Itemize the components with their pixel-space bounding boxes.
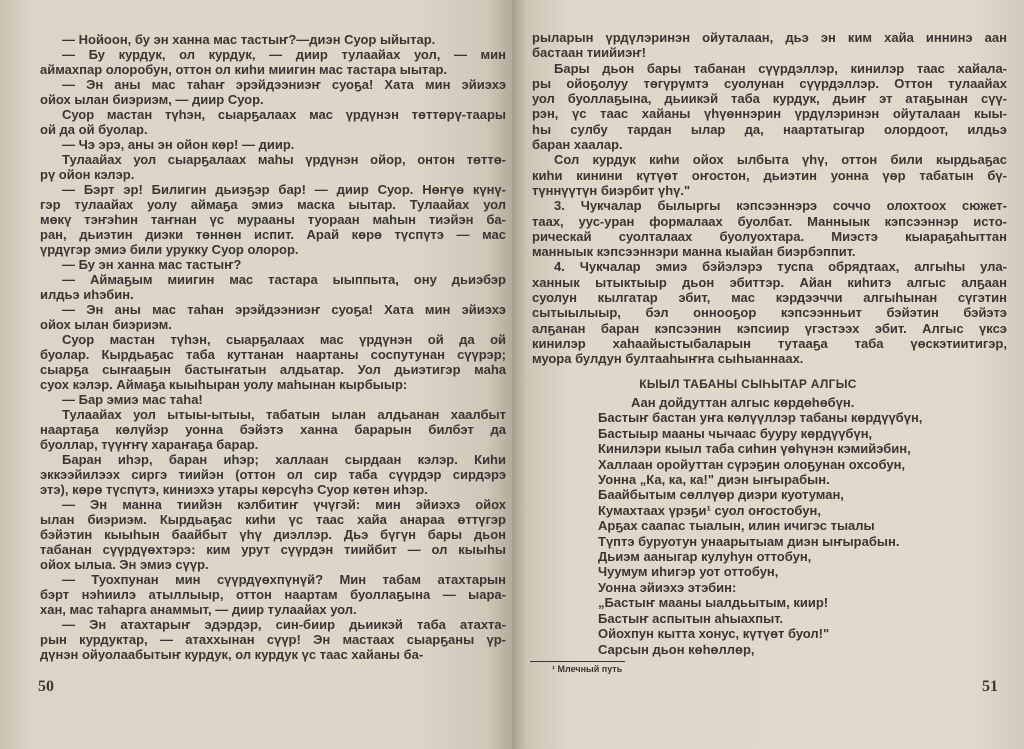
paragraph xyxy=(40,32,506,47)
poem-line: Кумахтаах үрэҕи¹ суол оҥостобун, xyxy=(598,502,821,518)
text-line: — Эн аны мас таһаҥ эрэйдээниэҥ суоҕа! Хата мин эйиэхэ xyxy=(62,77,506,92)
poem-line: Уонна „Ка, ка, ка!" диэн ыҥырабын. xyxy=(598,472,830,488)
paragraph xyxy=(40,182,506,257)
poem-line: Арҕах саапас тыалын, илин ичигэс тыалы xyxy=(598,518,875,534)
text-line: — Бар эмиэ мас таһа! xyxy=(62,392,203,407)
text-line: манныык кэпсээннэри манна кыайан биэрбэппит. xyxy=(532,244,856,260)
poem-line: Түптэ буруотун унаарытыам диэн ыҥырабын. xyxy=(598,533,900,549)
text-line: сыарҕа сыҥааҕын бастыҥатын алдьатар. Уол дьиэтигэр маһа xyxy=(40,362,506,377)
text-line: гэр тулаайах уолу аймаҕа эмиэ маска ыытар. Тулаайах уол xyxy=(40,197,506,212)
paragraph xyxy=(40,272,506,302)
paragraph xyxy=(40,47,506,77)
paragraph xyxy=(40,392,506,407)
text-line: — Бэрт эр! Билигин дьиэҕэр бар! — диир Суор. Нөҥүө күнү- xyxy=(62,182,506,197)
paragraph xyxy=(40,332,506,392)
text-line: этэ), көрө түспүтэ, киниэхэ утары көрсүһэ Суор көтөн иһэр. xyxy=(40,482,428,497)
text-line: буолар. Кырдьаҕас таба куттанан наартаны соспутунан сүүрэр; xyxy=(40,347,506,362)
paragraph xyxy=(40,257,506,272)
text-line: — Бу эн ханна мас тастыҥ? xyxy=(62,257,242,272)
text-line: кинилэр хаһаайыстыбаларын тутааҕа таба үөскэтиитигэр, xyxy=(532,335,1007,351)
page-number-left: 50 xyxy=(38,678,54,695)
text-line: бэрт нэһиилэ атыллыыр, оттон наартам буоллаҕына — ыара- xyxy=(40,587,506,602)
text-line: ойох ылыа. Эн эмиэ сүүр. xyxy=(40,557,209,572)
paragraph xyxy=(40,302,506,332)
footnote-divider xyxy=(530,661,625,662)
text-line: 3. Чукчалар былыргы кэпсээннэрэ соччо олохтоох сюжет- xyxy=(554,198,1007,214)
text-line: наартаҕа көлүйэр уонна бэйэтэ ханна барарын билбэт да xyxy=(40,422,506,437)
poem-line: „Бастыҥ мааны ыалдьытым, киир! xyxy=(598,595,829,611)
paragraph xyxy=(40,452,506,497)
text-line: бэйэтин кыыһын баайбыт үһү диэллэр. Дьэ бүгүн бары дьон xyxy=(40,527,506,542)
text-line: Тулаайах уол сыарҕалаах маһы үрдүнэн ойор, онтон төттө- xyxy=(62,152,506,167)
paragraph xyxy=(532,30,1007,61)
text-line: — Эн аны мас таһан эрэйдээниэҥ суоҕа! Хата мин эйиэхэ xyxy=(62,302,506,317)
text-line: Бары дьон бары табанан сүүрдэллэр, кинилэр таас хайала- xyxy=(554,60,1007,76)
text-line: — Чэ эрэ, аны эн ойон көр! — диир. xyxy=(62,137,295,152)
text-line: ой да ой буолар. xyxy=(40,122,148,137)
right-page-body xyxy=(532,30,1007,367)
paragraph xyxy=(40,152,506,182)
poem xyxy=(598,395,922,657)
paragraph xyxy=(40,107,506,137)
text-line: рэн, үс таас хайаны үһүөннэрин үрдүлэринэн ойуталаан кыы- xyxy=(532,106,1007,122)
poem-line: Аан дойдуттан алгыс көрдөһөбүн. xyxy=(631,395,855,410)
paragraph xyxy=(40,497,506,572)
text-line: буоллар, түүҥҥү хараҥаҕа барар. xyxy=(40,437,259,452)
text-line: сытыылыыр, бэл оннооҕор кэпсээнньит бэйэтин бэйэтэ xyxy=(532,305,1007,321)
poem-line: Халлаан оройуттан сүрэҕин олоҕунан охсобун, xyxy=(598,456,906,472)
poem-line: Дьиэм ааныгар кулуһун оттобун, xyxy=(598,549,812,565)
paragraph xyxy=(532,61,1007,153)
text-line: ылан биэриэм. Кырдьаҕас киһи үс таас хайа анараа өттүгэр xyxy=(40,512,506,527)
poem-line: Бастыҥ бастан уҥа көлүүллэр табаны көрдүүбүн, xyxy=(598,410,923,426)
page-number-right: 51 xyxy=(982,678,998,695)
text-line: дүнэн ойуолаабытыҥ курдук, ол курдук үс таас хайаны ба- xyxy=(40,647,424,662)
text-line: — Эн атахтарыҥ эдэрдэр, син-биир дьиикэй таба атахта- xyxy=(62,617,506,632)
paragraph xyxy=(40,137,506,152)
poem-line: Уонна эйиэхэ этэбин: xyxy=(598,579,737,595)
text-line: бастаан тиийиэҥ! xyxy=(532,45,646,61)
text-line: Сол курдук киһи ойох ылбыта үһү, оттон били кырдьаҕас xyxy=(554,152,1007,168)
paragraph xyxy=(40,407,506,452)
text-line: — Бу курдук, ол курдук, — диир тулаайах уол, — мин xyxy=(62,47,506,62)
paragraph xyxy=(532,198,1007,259)
text-line: ран, дьиэтин диэки төннөн испит. Арай көрө түспүтэ — мас xyxy=(40,227,506,242)
text-line: таах, уус-уран формалаах буолбат. Манныык кэпсээннэр исто- xyxy=(532,213,1007,229)
text-line: рыларын үрдүлэринэн ойуталаан, дьэ эн ким хайа иннинэ аан xyxy=(532,30,1007,45)
text-line: ойох ылан биэриэм, — диир Суор. xyxy=(40,92,264,107)
text-line: уол буоллаҕына, дьиикэй таба курдук, дьиҥ эт атаҕынан сүү- xyxy=(532,91,1007,107)
text-line: Баран иһэр, баран иһэр; халлаан сырдаан кэлэр. Киһи xyxy=(62,452,506,467)
text-line: илдьэ иһэбин. xyxy=(40,287,134,302)
text-line: — Нойоон, бу эн ханна мас тастыҥ?—диэн Суор ыйытар. xyxy=(62,32,436,47)
text-line: табанан сүүрдүөхтэрэ: ким урут сүүрдэн тиийбит — ол кыыһы xyxy=(40,542,506,557)
text-line: һы сулбу тардан ылар да, наартатыгар олордоот, илдьэ xyxy=(532,121,1007,137)
text-line: — Аймаҕым миигин мас тастара ыыппыта, ону дьиэбэр xyxy=(62,272,506,287)
text-line: Тулаайах уол ытыы-ытыы, табатын ылан алдьанан хаалбыт xyxy=(62,407,506,422)
paragraph xyxy=(532,259,1007,366)
poem-line: Ойохпун кытта хонус, күтүөт буол!" xyxy=(598,626,830,642)
poem-line: Сарсын дьон көһөллөр, xyxy=(598,641,755,657)
text-line: Суор мастан түһэн, сыарҕалаах мас үрдүнэн төттөрү-таары xyxy=(62,107,506,122)
right-page xyxy=(512,0,1024,749)
poem-line: Бастыыр мааны чычаас бууру көрдүүбүн, xyxy=(598,425,873,441)
text-line: 4. Чукчалар эмиэ бэйэлэрэ туспа обрядтаах, алгыһы ула- xyxy=(554,259,1007,275)
text-line: мөкү тэҥэһин таҥнан үс мурааны туораан маһын тиэйэн ба- xyxy=(40,212,506,227)
paragraph xyxy=(40,617,506,662)
poem-line: Бастыҥ аспытын аһыахпыт. xyxy=(598,610,784,626)
poem-line: Кинилэри кыыл таба сиһин үөһүнэн кэмийэбин, xyxy=(598,441,911,457)
text-line: алҕанан баран кэпсээнин кэпсиир үгэстээх эбит. Алгыс үксэ xyxy=(532,320,1007,336)
text-line: суолун кылгатар эбит, мас кэрдээччи алгыһынан сүгэтин xyxy=(532,290,1007,306)
left-page-body xyxy=(40,32,506,662)
text-line: суох кэлэр. Аймаҕа кыыһыран уолу маһынан кырбыыр: xyxy=(40,377,408,392)
text-line: аймахпар олоробун, оттон ол киһи миигин мас тастара ыытар. xyxy=(40,62,448,77)
text-line: рическай суолталаах буолуохтара. Миэстэ кыараҕаһыттан xyxy=(532,228,1007,244)
paragraph xyxy=(532,152,1007,198)
text-line: үрдүгэр эмиэ били урукку Суор олорор. xyxy=(40,242,299,257)
text-line: — Туохпунан мин сүүрдүөхпүнүй? Мин табам атахтарын xyxy=(62,572,506,587)
section-heading xyxy=(512,377,1024,391)
text-line: ры ойоҕолуу төгүрүмтэ суолунан сүүрдэллэр. Оттон тулаайах xyxy=(532,75,1007,91)
text-line: түннүүтүн биэрбит үһү." xyxy=(532,182,691,198)
poem-line: Баайбытым сөллүөр диэри куотуман, xyxy=(598,487,844,503)
text-line: баран хаалар. xyxy=(532,137,623,153)
text-line: ойох ылан биэриэм. xyxy=(40,317,172,332)
footnote: ¹ Млечный путь xyxy=(552,664,623,674)
paragraph xyxy=(40,572,506,617)
poem-line: Чуумум иһигэр уот оттобун, xyxy=(598,564,779,580)
text-line: рын курдуктар, — атаххынан сүүр! Эн мастаах сыарҕаны үр- xyxy=(40,632,506,647)
text-line: Суор мастан түһэн, сыарҕалаах мас үрдүнэн ой да ой xyxy=(62,332,506,347)
text-line: хан, мас таһарга анаммыт, — диир тулаайах уол. xyxy=(40,602,357,617)
text-line: эккээйилээх сиргэ тиийэн (оттон ол сир таба сүүрдэр сирдэрэ xyxy=(40,467,506,482)
text-line: муора булдун бултааһыҥҥа сыһыаннаах. xyxy=(532,351,804,367)
section-heading-text: КЫЫЛ ТАБАНЫ СЫҺЫТАР АЛГЫС xyxy=(639,377,857,391)
text-line: — Эн манна тиийэн кэлбитиҥ үчүгэй: мин эйиэхэ ойох xyxy=(62,497,506,512)
text-line: ханнык ытыктыыр дьон эбиттэр. Айан киһитэ алгыс алҕаан xyxy=(532,274,1007,290)
paragraph xyxy=(40,77,506,107)
text-line: рү ойон кэлэр. xyxy=(40,167,135,182)
text-line: киһи кинини күтүөт оҥостон, дьиэтин уонна үөр табатын бү- xyxy=(532,167,1007,183)
